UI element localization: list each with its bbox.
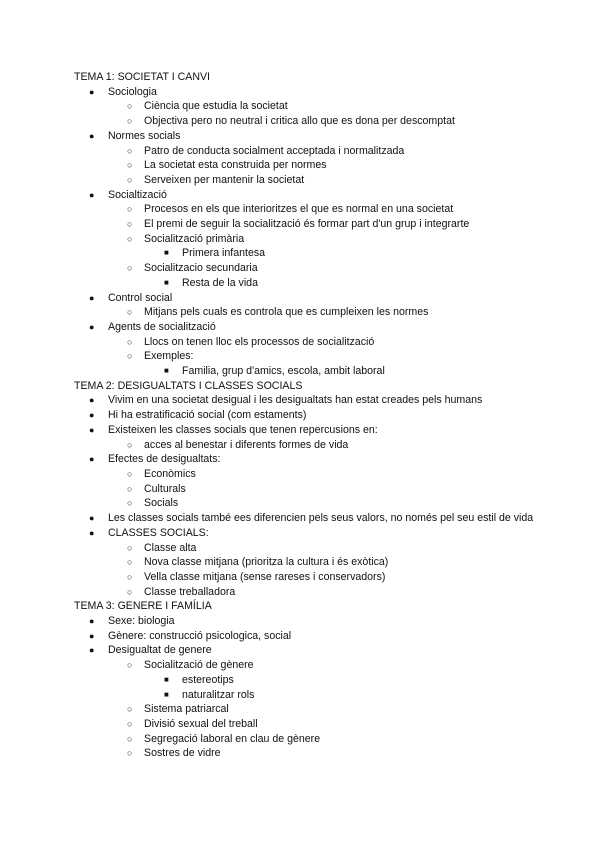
bullet-disc-icon: ● (89, 130, 95, 141)
bullet-circle-icon: ○ (127, 483, 133, 494)
bullet-circle-icon: ○ (127, 219, 133, 230)
list-item: ○ Vella classe mitjana (sense rareses i conservadors) (127, 570, 386, 583)
bullet-square-icon: ■ (164, 674, 169, 684)
bullet-circle-icon: ○ (127, 660, 133, 671)
bullet-circle-icon: ○ (127, 498, 133, 509)
section-tema-2 (74, 379, 560, 600)
bullet-circle-icon: ○ (127, 204, 133, 215)
bullet-circle-icon: ○ (127, 439, 133, 450)
list-item: ● Hi ha estratificació social (com estaments) (89, 409, 307, 422)
list-item: ○ Socials (127, 497, 179, 510)
list-item: ● Normes socials (89, 129, 181, 142)
bullet-circle-icon: ○ (127, 718, 133, 729)
list-item: ■ Resta de la vida (164, 276, 258, 289)
document (74, 70, 560, 761)
bullet-circle-icon: ○ (127, 101, 133, 112)
bullet-disc-icon: ● (89, 321, 95, 332)
list-item: ● Efectes de desigualtats: (89, 453, 221, 466)
bullet-circle-icon: ○ (127, 557, 133, 568)
bullet-circle-icon: ○ (127, 116, 133, 127)
list-item: ○ Nova classe mitjana (prioritza la cultura i és exòtica) (127, 556, 389, 569)
bullet-circle-icon: ○ (127, 145, 133, 156)
list-item: ○ Ciència que estudia la societat (127, 100, 288, 113)
bullet-disc-icon: ● (89, 86, 95, 97)
bullet-square-icon: ■ (164, 689, 169, 699)
bullet-circle-icon: ○ (127, 748, 133, 759)
list-item: ■ Familia, grup d'amics, escola, ambit laboral (164, 365, 385, 378)
list-item: ■ naturalitzar rols (164, 688, 255, 701)
section-title: TEMA 2: DESIGUALTATS I CLASSES SOCIALS (74, 379, 303, 392)
bullet-disc-icon: ● (89, 292, 95, 303)
list-item: ● Socialtizació (89, 188, 167, 201)
bullet-circle-icon: ○ (127, 704, 133, 715)
list-item: ● Sexe: biologia (89, 615, 175, 628)
bullet-disc-icon: ● (89, 189, 95, 200)
bullet-disc-icon: ● (89, 527, 95, 538)
list-item: ○ Socialització de gènere (127, 659, 254, 672)
bullet-disc-icon: ● (89, 630, 95, 641)
list-item: ● Existeixen les classes socials que tenen repercusions en: (89, 423, 378, 436)
section-title: TEMA 3: GENERE I FAMÍLIA (74, 600, 212, 613)
bullet-circle-icon: ○ (127, 307, 133, 318)
bullet-circle-icon: ○ (127, 571, 133, 582)
bullet-circle-icon: ○ (127, 733, 133, 744)
list-item: ● Vivim en una societat desigual i les desigualtats han estat creades pels humans (89, 394, 483, 407)
list-item: ● Agents de socialització (89, 320, 216, 333)
list-item: ○ Econòmics (127, 467, 196, 480)
bullet-square-icon: ■ (164, 366, 169, 376)
list-item: ○ Classe alta (127, 541, 197, 554)
bullet-disc-icon: ● (89, 454, 95, 465)
bullet-circle-icon: ○ (127, 542, 133, 553)
list-item: ● CLASSES SOCIALS: (89, 526, 209, 539)
list-item: ● Control social (89, 291, 173, 304)
bullet-disc-icon: ● (89, 616, 95, 627)
list-item: ○ Sistema patriarcal (127, 703, 229, 716)
list-item: ○ Mitjans pels cuals es controla que es cumpleixen les normes (127, 306, 429, 319)
bullet-disc-icon: ● (89, 395, 95, 406)
bullet-square-icon: ■ (164, 277, 169, 287)
bullet-disc-icon: ● (89, 424, 95, 435)
list-item: ○ acces al benestar i diferents formes de vida (127, 438, 349, 451)
list-item: ○ Divisió sexual del treball (127, 717, 258, 730)
bullet-disc-icon: ● (89, 513, 95, 524)
list-item: ○ Patro de conducta socialment acceptada i normalitzada (127, 144, 405, 157)
list-item: ○ Sostres de vidre (127, 747, 221, 760)
list-item: ○ El premi de seguir la socialització és formar part d'un grup i integrarte (127, 218, 470, 231)
section-tema-1 (74, 70, 560, 379)
list-item: ○ Socialitzacio secundaria (127, 262, 258, 275)
section-tema-3 (74, 599, 560, 761)
list-item: ○ La societat esta construida per normes (127, 159, 327, 172)
list-item: ○ Socialització primària (127, 232, 245, 245)
list-item: ○ Classe treballadora (127, 585, 236, 598)
bullet-disc-icon: ● (89, 410, 95, 421)
bullet-circle-icon: ○ (127, 174, 133, 185)
list-item: ● Gènere: construcció psicologica, social (89, 629, 292, 642)
bullet-circle-icon: ○ (127, 336, 133, 347)
list-item: ○ Procesos en els que interioritzes el que es normal en una societat (127, 203, 454, 216)
list-item: ● Les classes socials també ees diferencien pels seus valors, no només pel seu estil de vida (89, 512, 534, 525)
bullet-disc-icon: ● (89, 645, 95, 656)
bullet-circle-icon: ○ (127, 233, 133, 244)
list-item: ○ Llocs on tenen lloc els processos de socialització (127, 335, 375, 348)
bullet-circle-icon: ○ (127, 263, 133, 274)
bullet-square-icon: ■ (164, 248, 169, 258)
list-item: ● Desigualtat de genere (89, 644, 212, 657)
list-item: ■ Primera infantesa (164, 247, 266, 260)
list-item: ○ Segregació laboral en clau de gènere (127, 732, 321, 745)
bullet-circle-icon: ○ (127, 468, 133, 479)
list-item: ○ Exemples: (127, 350, 194, 363)
list-item: ■ estereotips (164, 673, 234, 686)
list-item: ○ Serveixen per mantenir la societat (127, 173, 305, 186)
bullet-circle-icon: ○ (127, 160, 133, 171)
bullet-circle-icon: ○ (127, 586, 133, 597)
section-title: TEMA 1: SOCIETAT I CANVI (74, 71, 210, 83)
list-item: ○ Objectiva pero no neutral i critica allo que es dona per descomptat (127, 115, 455, 128)
list-item: ○ Culturals (127, 482, 186, 495)
bullet-circle-icon: ○ (127, 351, 133, 362)
list-item: ● Sociologia (89, 85, 157, 98)
